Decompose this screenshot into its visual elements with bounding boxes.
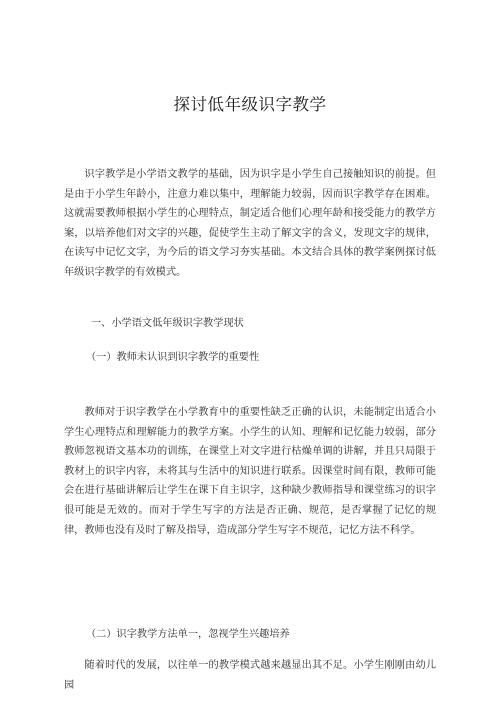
- intro-paragraph: 识字教学是小学语文教学的基础，因为识字是小学生自己接触知识的前提。但是由于小学生年龄小，注意力难以集中，理解能力较弱，因而识字教学存在困难。这就需要教师根据小学生的心理特点，制定适合他们心理年龄和接受能力的教学方案，以培养他们对文字的兴趣，促使学生主动了解文字的含义，发现文字的规律，在读写中记忆文字，为今后的语文学习夯实基础。本文结合具体的教学案例探讨低年级识字教学的有效模式。: [64, 169, 436, 278]
- subsection-heading: （一）教师未认识到识字教学的重要性: [86, 352, 260, 363]
- subsection-heading: （二）识字教学方法单一，忽视学生兴趣培养: [86, 629, 290, 640]
- section-heading: 一、小学语文低年级识字教学现状: [91, 318, 244, 329]
- body-paragraph: 随着时代的发展，以往单一的教学模式越来越显出其不足。小学生刚刚由幼儿园: [64, 660, 436, 691]
- document-title: 探讨低年级识字教学: [173, 95, 327, 114]
- body-paragraph: 教师对于识字教学在小学教育中的重要性缺乏正确的认识，未能制定出适合小学生心理特点和理解能力的教学方案。小学生的认知、理解和记忆能力较弱，部分教师忽视语文基本功的训练，在课堂上对文字进行枯燥单调的讲解，并且只局限于教材上的识字内容，未将其与生活中的知识进行联系。因课堂时间有限，教师可能会在进行基础讲解后让学生在课下自主识字，这种缺少教师指导和课堂练习的识字很可能是无效的。而对于学生写字的方法是否正确、规范，是否掌握了记忆的规律，教师也没有及时了解及指导，造成部分学生写字不规范，记忆方法不科学。: [64, 407, 436, 536]
